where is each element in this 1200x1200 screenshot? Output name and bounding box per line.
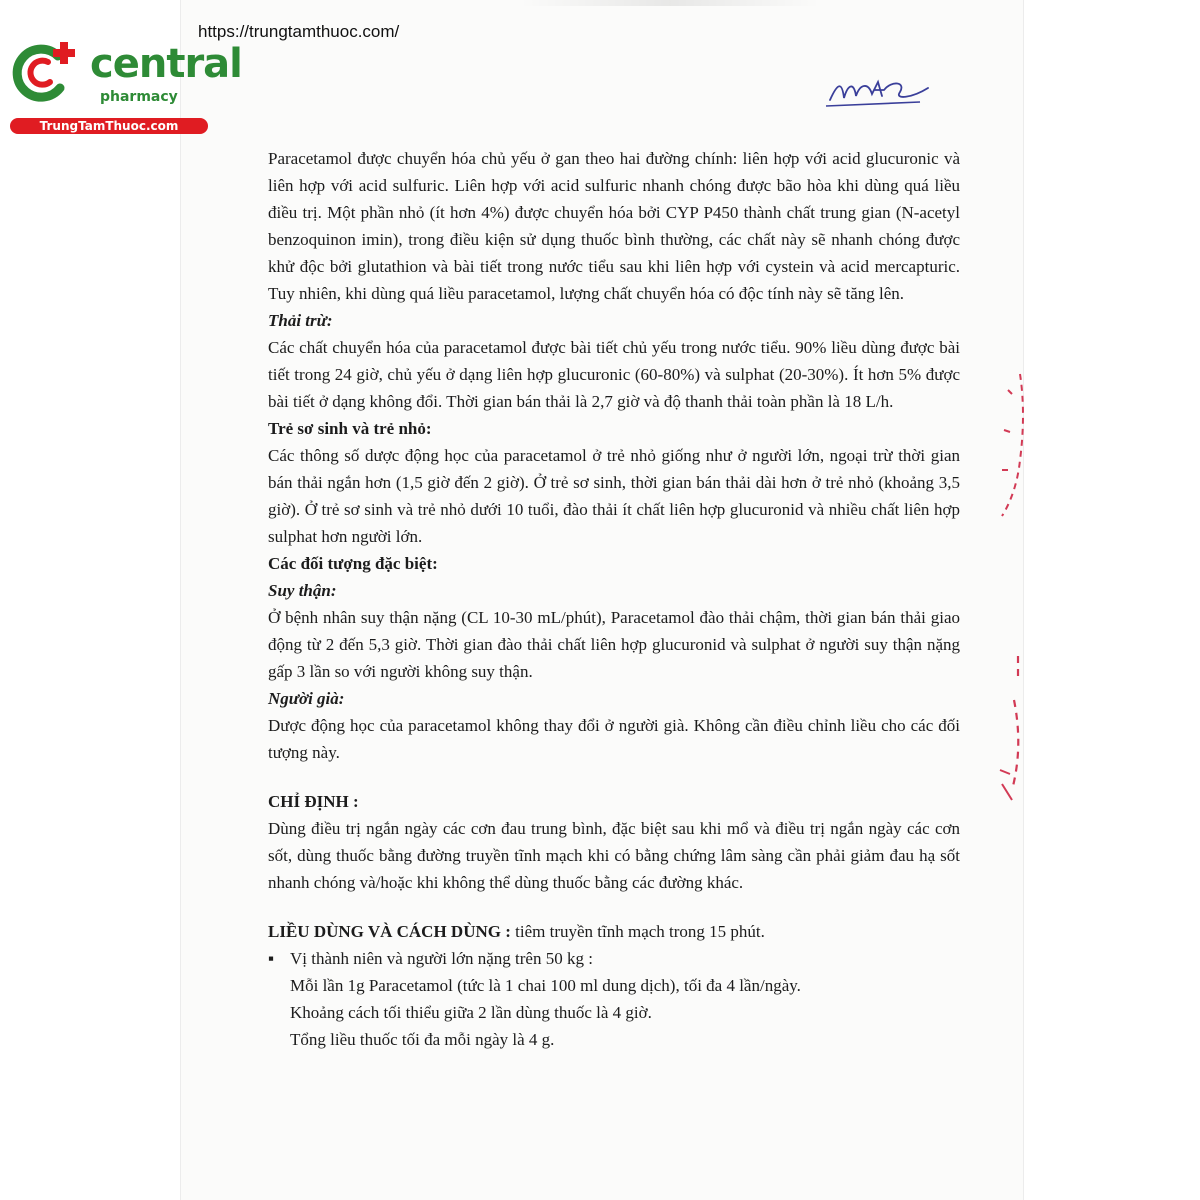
logo-banner: TrungTamThuoc.com (10, 118, 208, 134)
red-stamp-fragment-icon (990, 650, 1030, 810)
elderly-heading: Người già: (268, 689, 345, 708)
renal-paragraph: Ở bệnh nhân suy thận nặng (CL 10-30 mL/phút), Paracetamol đào thải chậm, thời gian bán thải giao động từ 2 đến 5,3 giờ. Thời gian đào thải chất liên hợp glucuronid và sulphat ở người suy thận nặng gấp 3 lần so với người không suy thận. (268, 608, 960, 681)
indication-heading: CHỈ ĐỊNH : (268, 792, 359, 811)
infants-paragraph: Các thông số dược động học của paracetamol ở trẻ nhỏ giống như ở người lớn, ngoại trừ thời gian bán thải ngắn hơn (1,5 giờ đến 2 giờ). Ở trẻ sơ sinh, thời gian bán thải dài hơn ở trẻ nhỏ (khoảng 3,5 giờ). Ở trẻ sơ sinh và trẻ nhỏ dưới 10 tuổi, đào thải ít chất liên hợp glucuronid và nhiều chất liên hợp sulphat hơn người lớn. (268, 446, 960, 546)
renal-heading: Suy thận: (268, 581, 337, 600)
special-populations-heading: Các đối tượng đặc biệt: (268, 554, 438, 573)
dosage-intro: tiêm truyền tĩnh mạch trong 15 phút. (510, 922, 765, 941)
elimination-paragraph: Các chất chuyển hóa của paracetamol được bài tiết chủ yếu trong nước tiểu. 90% liều dùng được bài tiết trong 24 giờ, chủ yếu ở dạng liên hợp glucuronic (60-80%) và sulphat (20-30%). Ít hơn 5% được bài tiết ở dạng không đổi. Thời gian bán thải là 2,7 giờ và độ thanh thải toàn phần là 18 L/h. (268, 338, 960, 411)
document-body (268, 145, 960, 1053)
bullet-square-icon: ▪ (268, 949, 275, 968)
dose-line: Mỗi lần 1g Paracetamol (tức là 1 chai 100 ml dung dịch), tối đa 4 lần/ngày. (290, 976, 801, 995)
scan-smudge (520, 0, 820, 6)
red-stamp-fragment-icon (990, 370, 1030, 520)
dosage-bullet (268, 945, 960, 972)
logo-subtitle: pharmacy (100, 89, 178, 105)
indication-paragraph: Dùng điều trị ngắn ngày các cơn đau trung bình, đặc biệt sau khi mổ và điều trị ngắn ngày các cơn sốt, dùng thuốc bằng đường truyền tĩnh mạch khi có bằng chứng lâm sàng cần phải giảm đau hạ sốt nhanh chóng và/hoặc khi không thể dùng thuốc bằng các đường khác. (268, 819, 960, 892)
spacer (268, 766, 960, 788)
dose-line: Khoảng cách tối thiểu giữa 2 lần dùng thuốc là 4 giờ. (290, 1003, 652, 1022)
spacer (268, 896, 960, 918)
handwritten-signature-icon (820, 72, 940, 112)
dosage-heading: LIỀU DÙNG VÀ CÁCH DÙNG : (268, 922, 511, 941)
elimination-heading: Thải trừ: (268, 311, 333, 330)
source-url[interactable]: https://trungtamthuoc.com/ (198, 22, 400, 41)
central-pharmacy-logo[interactable] (10, 36, 242, 136)
central-pharmacy-logo-icon (10, 38, 80, 108)
elderly-paragraph: Dược động học của paracetamol không thay đổi ở người già. Không cần điều chỉnh liều cho các đối tượng này. (268, 716, 960, 762)
dosage-line (268, 918, 960, 945)
dose-line: Tổng liều thuốc tối đa mỗi ngày là 4 g. (290, 1030, 555, 1049)
dosage-bullet-text: Vị thành niên và người lớn nặng trên 50 kg : (290, 949, 593, 968)
logo-name: central (90, 41, 242, 87)
metabolism-paragraph: Paracetamol được chuyển hóa chủ yếu ở gan theo hai đường chính: liên hợp với acid glucuronic và liên hợp với acid sulfuric. Liên hợp với acid sulfuric nhanh chóng được bão hòa khi dùng quá liều điều trị. Một phần nhỏ (ít hơn 4%) được chuyển hóa bởi CYP P450 thành chất trung gian (N-acetyl benzoquinon imin), trong điều kiện sử dụng thuốc bình thường, các chất này sẽ nhanh chóng được khử độc bởi glutathion và bài tiết trong nước tiểu sau khi liên hợp với cystein và acid mercapturic. Tuy nhiên, khi dùng quá liều paracetamol, lượng chất chuyển hóa có độc tính này sẽ tăng lên. (268, 149, 960, 303)
infants-heading: Trẻ sơ sinh và trẻ nhỏ: (268, 419, 432, 438)
